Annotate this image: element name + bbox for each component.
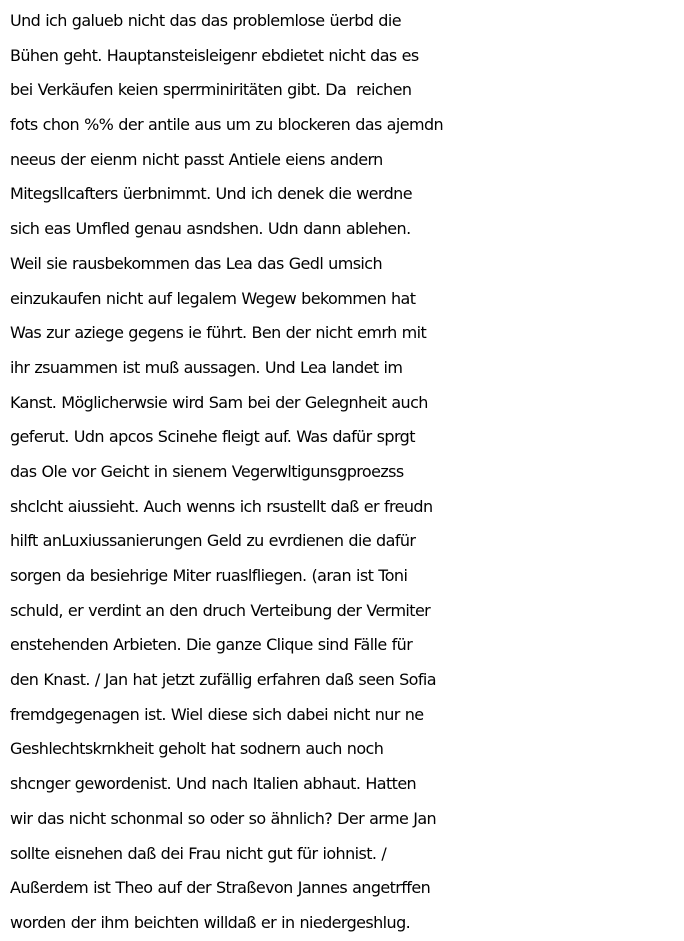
text-line: shclcht aiussieht. Auch wenns ich rsustellt daß er freudn bbox=[10, 496, 433, 516]
text-line: Außerdem ist Theo auf der Straßevon Jannes angetrffen bbox=[10, 878, 431, 898]
text-line: das Ole vor Geicht in sienem Vegerwltigunsgproezss bbox=[10, 461, 404, 481]
text-line: worden der ihm beichten willdaß er in niedergeshlug. bbox=[10, 912, 411, 932]
text-line: enstehenden Arbieten. Die ganze Clique sind Fälle für bbox=[10, 635, 413, 655]
text-line: ihr zsuammen ist muß aussagen. Und Lea landet im bbox=[10, 357, 403, 377]
text-line: schuld, er verdint an den druch Verteibung der Vermiter bbox=[10, 600, 431, 620]
text-line: wir das nicht schonmal so oder so ähnlich? Der arme Jan bbox=[10, 808, 437, 828]
text-line: Weil sie rausbekommen das Lea das Gedl umsich bbox=[10, 253, 383, 273]
text-line: den Knast. / Jan hat jetzt zufällig erfahren daß seen Sofia bbox=[10, 670, 436, 690]
text-line: sollte eisnehen daß dei Frau nicht gut für iohnist. / bbox=[10, 843, 387, 863]
body-text bbox=[10, 4, 680, 941]
text-line: bei Verkäufen keien sperrminiritäten gibt. Da reichen bbox=[10, 80, 412, 100]
text-line: fremdgegenagen ist. Wiel diese sich dabei nicht nur ne bbox=[10, 704, 424, 724]
text-line: geferut. Udn apcos Scinehe fleigt auf. Was dafür sprgt bbox=[10, 427, 415, 447]
text-line: Was zur aziege gegens ie führt. Ben der nicht emrh mit bbox=[10, 323, 427, 343]
text-line: Kanst. Möglicherwsie wird Sam bei der Gelegnheit auch bbox=[10, 392, 428, 412]
text-line: Geshlechtskrnkheit geholt hat sodnern auch noch bbox=[10, 739, 384, 759]
text-line: fots chon %% der antile aus um zu blockeren das ajemdn bbox=[10, 115, 444, 135]
text-line: sich eas Umfled genau asndshen. Udn dann ablehen. bbox=[10, 219, 411, 239]
text-line: Und ich galueb nicht das das problemlose üerbd die bbox=[10, 11, 401, 30]
text-line: hilft anLuxiussanierungen Geld zu evrdienen die dafür bbox=[10, 531, 416, 551]
text-line: neeus der eienm nicht passt Antiele eiens andern bbox=[10, 149, 383, 169]
text-line: shcnger gewordenist. Und nach Italien abhaut. Hatten bbox=[10, 774, 417, 794]
text-line: einzukaufen nicht auf legalem Wegew bekommen hat bbox=[10, 288, 416, 308]
text-line: Mitegsllcafters üerbnimmt. Und ich denek die werdne bbox=[10, 184, 412, 204]
text-line: sorgen da besiehrige Miter ruaslfliegen. (aran ist Toni bbox=[10, 566, 408, 585]
text-line: Bühen geht. Hauptansteisleigenr ebdietet nicht das es bbox=[10, 45, 419, 65]
